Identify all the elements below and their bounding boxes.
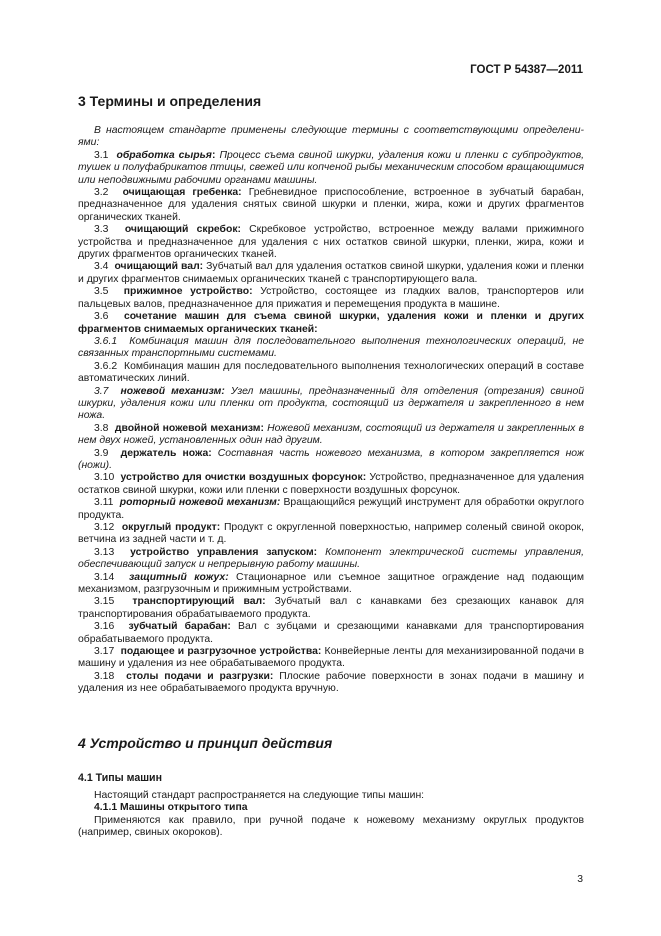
subsection-4-1-heading: 4.1 Типы машин	[78, 772, 162, 784]
section-3-body	[78, 125, 584, 696]
term-3-8: 3.8 двойной ножевой механизм: Ножевой механизм, состоящий из держателя и закрепленных в нем двух ножей, установленных один над другим.	[78, 422, 585, 447]
term-3-14: 3.14 защитный кожух: Стационарное или съемное защитное ограждение над подающим механизмом, разгрузочным и прижимным устройствами.	[78, 571, 585, 596]
subsection-4-1-text: Настоящий стандарт распространяется на следующие типы машин:	[94, 790, 425, 801]
term-3-1: 3.1 обработка сырья: Процесс съема свиной шкурки, удаления кожи и пленки с субпродуктов, тушек и полуфабрикатов птицы, свежей или копченой рыбы механическим способом вращающимися или неподвижными рабочими органами машины.	[78, 149, 584, 186]
section-3-intro: В настоящем стандарте применены следующие термины с соответствующими определени-ями:	[78, 125, 584, 149]
term-3-7: 3.7 ножевой механизм: Узел машины, предназначенный для отделения (отрезания) свиной шкурки, удаления кожи или пленки от продукта, состоящий из держателя и закрепленного в нем ножа.	[78, 385, 585, 422]
term-3-2: 3.2 очищающая гребенка: Гребневидное приспособление, встроенное в зубчатый барабан, предназначенное для удаления снятых свиной шкурки и пленки, жира, кожи и других фрагментов органических тканей.	[78, 187, 585, 223]
term-3-16: 3.16 зубчатый барабан: Вал с зубцами и срезающими канавками для транспортирования обрабатываемого продукта.	[78, 621, 585, 645]
term-3-10: 3.10 устройство для очистки воздушных форсунок: Устройство, предназначенное для удаления остатков свиной шкурки, кожи или пленки с поверхности воздушных форсунок.	[78, 472, 585, 496]
term-3-12: 3.12 округлый продукт: Продукт с округленной поверхностью, например соленый свиной окорок, ветчина из задней части и т. д.	[78, 522, 584, 546]
term-3-3: 3.3 очищающий скребок: Скребковое устройство, встроенное между валами прижимного устройства и предназначенное для удаления с них остатков свиной шкурки, пленки, жира, кожи и других фрагментов органических тканей.	[78, 224, 584, 261]
term-3-11: 3.11 роторный ножевой механизм: Вращающийся режущий инструмент для обработки округлого продукта.	[78, 497, 585, 521]
term-3-17: 3.17 подающее и разгрузочное устройства: Конвейерные ленты для механизированной подачи в машину и удаления из нее обрабатываемого продукта.	[78, 646, 584, 670]
term-3-6-1: 3.6.1 Комбинация машин для последовательного выполнения технологических операций, не связанных транспортными системами.	[78, 335, 584, 360]
term-3-18: 3.18 столы подачи и разгрузки: Плоские рабочие поверхности в зонах подачи в машину и удаления из нее обрабатываемого продукта вручную.	[78, 670, 585, 695]
page-number: 3	[577, 874, 583, 885]
section-4-heading: 4 Устройство и принцип действия	[78, 735, 333, 751]
term-3-6-2: 3.6.2 Комбинация машин для последовательного выполнения технологических операций в составе автоматических линий.	[78, 360, 584, 385]
section-3-heading: 3 Термины и определения	[78, 93, 262, 109]
subsection-4-1-1-heading: 4.1.1 Машины открытого типа	[94, 802, 248, 814]
term-3-15: 3.15 транспортирующий вал: Зубчатый вал с канавками без срезающих канавок для транспортирования обрабатываемого продукта.	[78, 596, 584, 620]
term-3-4: 3.4 очищающий вал: Зубчатый вал для удаления остатков свиной шкурки, удаления кожи и пленки и других фрагментов снимаемых органических тканей с транспортирующего вала.	[78, 261, 584, 285]
term-3-13: 3.13 устройство управления запуском: Компонент электрической системы управления, обеспечивающий запуск и непрерывную работу машины.	[78, 546, 584, 571]
term-3-5: 3.5 прижимное устройство: Устройство, состоящее из гладких валов, транспортеров или пальцевых валов, предназначенное для прижатия и перемещения продукта в машине.	[78, 286, 584, 310]
section-4-body	[78, 790, 584, 840]
subsection-4-1-1-text: Применяются как правило, при ручной подаче к ножевому механизму округлых продуктов (например, свиных окороков).	[78, 814, 584, 839]
term-3-6: 3.6 сочетание машин для съема свиной шкурки, удаления кожи и пленки и других фрагментов снимаемых органических тканей:	[78, 311, 584, 335]
term-3-9: 3.9 держатель ножа: Составная часть ножевого механизма, в котором закрепляется нож (ножи).	[78, 447, 585, 471]
standard-number: ГОСТ Р 54387—2011	[470, 64, 583, 76]
